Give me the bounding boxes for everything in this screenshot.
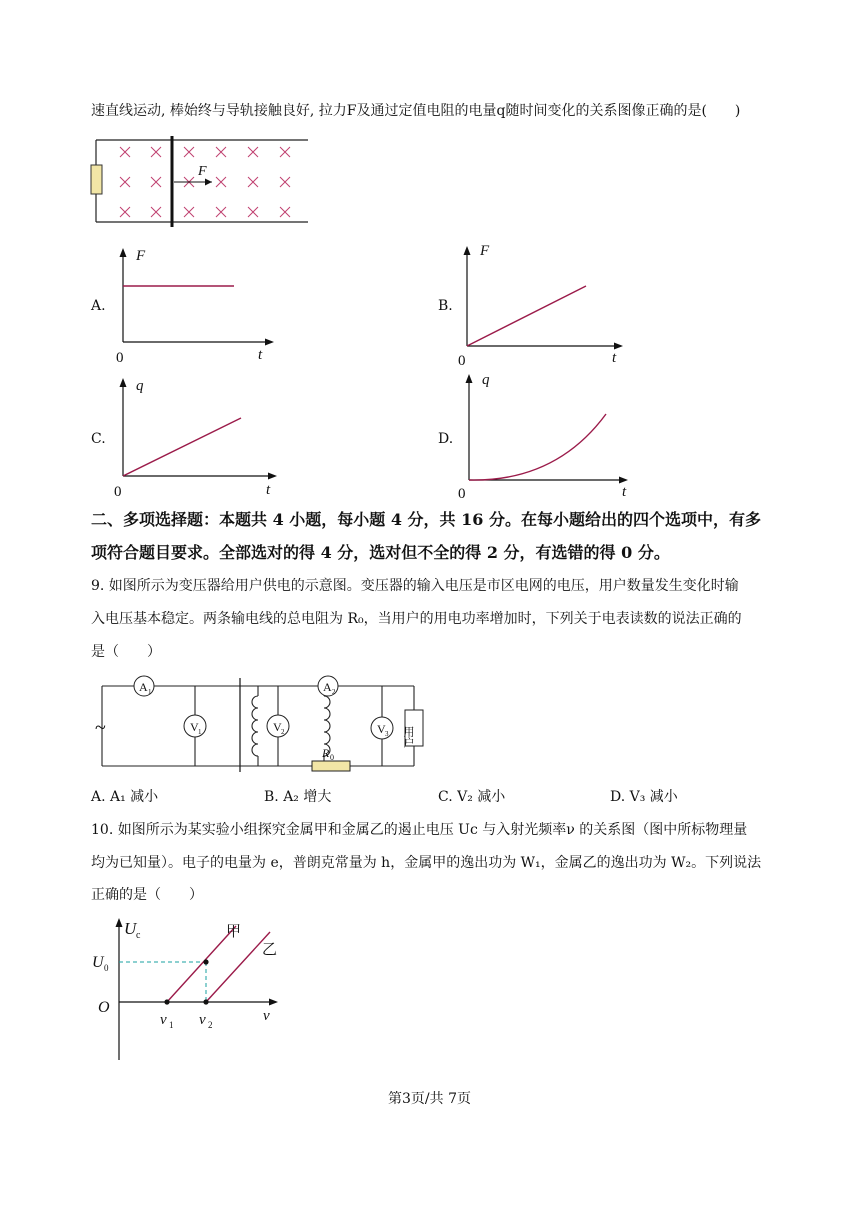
field-cross [151,207,161,217]
field-cross [184,147,194,157]
field-cross [280,147,290,157]
svg-text:3: 3 [385,730,389,738]
svg-text:2: 2 [281,728,285,736]
svg-text:U: U [124,919,137,938]
graph-a-ylabel: F [136,248,146,264]
svg-text:U: U [92,954,104,971]
field-cross [248,207,258,217]
graph-d-curve [469,414,606,480]
graph-c [112,372,282,502]
stopping-voltage-graph [90,912,290,1064]
svg-text:V: V [273,720,282,734]
graph-d-ylabel: q [482,372,490,388]
rail-diagram [88,132,318,232]
field-cross [280,207,290,217]
q9-line3: 是（ ） [91,644,161,660]
field-cross [151,177,161,187]
graph-b-xlabel: t [612,350,617,366]
graph-b-origin: 0 [458,353,466,369]
svg-text:V: V [377,722,386,736]
ac-source-symbol: ~ [95,717,106,739]
svg-text:0: 0 [330,753,334,762]
transformer-circuit [92,672,432,777]
option-c-label: C. [91,431,106,447]
force-label: F [198,164,207,179]
page-footer: 第3页/共 7页 [388,1091,471,1107]
q9-option-a: A. A₁ 减小 [91,789,159,805]
q8-text: 速直线运动, 棒始终与导轨接触良好, 拉力F及通过定值电阻的电量q随时间变化的关系图像正确的是( ) [91,103,741,119]
field-cross [120,177,130,187]
graph-b-ylabel: F [480,243,490,259]
svg-text:1: 1 [148,688,152,696]
section2-heading-line1: 二、多项选择题：本题共 4 小题，每小题 4 分，共 16 分。在每小题给出的四个选项中，有多 [91,510,761,529]
graph-d-origin: 0 [458,486,466,502]
svg-text:1: 1 [198,728,202,736]
svg-text:ν: ν [263,1008,270,1024]
q10-line2: 均为已知量）。电子的电量为 e，普朗克常量为 h，金属甲的逸出功为 W₁，金属乙的逸出功为 W₂。下列说法 [91,855,762,871]
q10-line3: 正确的是（ ） [91,887,203,903]
field-cross [216,147,226,157]
option-b-label: B. [438,298,453,314]
q10-line1: 10. 如图所示为某实验小组探究金属甲和金属乙的遏止电压 Uc 与入射光频率ν 的关系图（图中所标物理量 [91,822,748,838]
svg-text:2: 2 [208,1020,213,1030]
metal-yi-line [206,932,270,1002]
svg-text:ν: ν [160,1012,167,1028]
svg-text:1: 1 [169,1020,174,1030]
graph-b [456,242,631,367]
graph-d [456,370,636,502]
svg-text:A: A [139,680,148,694]
graph-d-xlabel: t [622,484,627,500]
graph-a-origin: 0 [116,350,124,366]
svg-text:O: O [98,999,110,1016]
resistor-r0 [312,761,350,771]
graph-c-origin: 0 [114,484,122,500]
q9-option-b: B. A₂ 增大 [264,789,332,805]
section2-heading-line2: 项符合题目要求。全部选对的得 4 分，选对但不全的得 2 分，有选错的得 0 分。 [91,543,670,562]
field-cross [151,147,161,157]
svg-text:V: V [190,720,199,734]
svg-text:R: R [322,746,330,760]
field-cross [216,177,226,187]
user-label: 用户 [402,726,414,748]
metal-yi-label: 乙 [262,942,278,958]
graph-c-curve [123,418,241,476]
q9-line2: 入电压基本稳定。两条输电线的总电阻为 R₀，当用户的用电功率增加时，下列关于电表读数的说法正确的 [91,611,742,627]
metal-jia-label: 甲 [226,924,242,940]
option-d-label: D. [438,431,454,447]
resistor [91,165,102,194]
field-cross [248,147,258,157]
graph-a [112,242,282,367]
graph-b-curve [467,286,586,346]
field-cross [120,147,130,157]
field-cross [248,177,258,187]
option-a-label: A. [91,298,106,314]
field-cross [184,207,194,217]
graph-c-ylabel: q [136,378,144,394]
q9-option-d: D. V₃ 减小 [610,789,678,805]
field-cross [280,177,290,187]
svg-text:2: 2 [332,688,336,696]
q9-option-c: C. V₂ 减小 [438,789,506,805]
graph-c-xlabel: t [266,482,271,498]
svg-text:0: 0 [104,963,109,973]
field-cross [120,207,130,217]
q9-line1: 9. 如图所示为变压器给用户供电的示意图。变压器的输入电压是市区电网的电压，用户数量发生变化时输 [91,578,739,594]
svg-text:ν: ν [199,1012,206,1028]
graph-a-xlabel: t [258,347,263,363]
svg-text:c: c [136,930,141,941]
field-cross [216,207,226,217]
svg-text:A: A [323,680,332,694]
